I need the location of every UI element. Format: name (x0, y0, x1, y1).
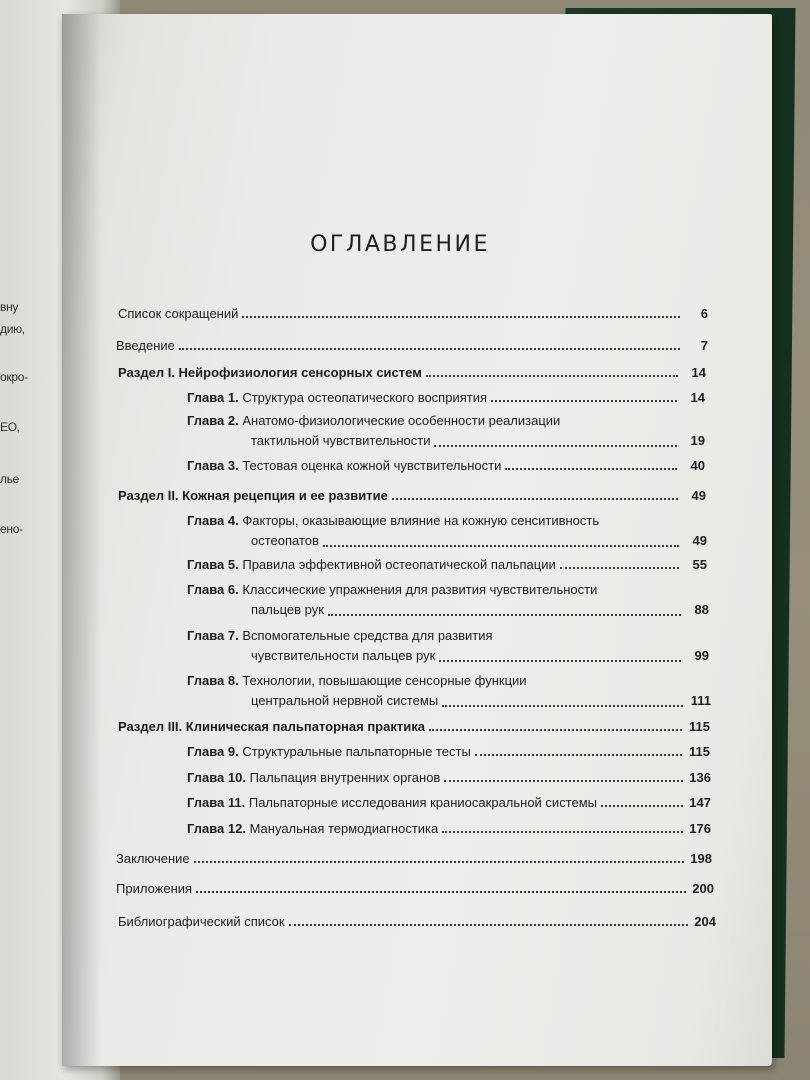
toc-chapter[interactable] (187, 626, 709, 666)
chapter-number: Глава 1. (187, 390, 239, 405)
toc-page-number: 111 (690, 693, 711, 708)
leader-dots (289, 924, 688, 926)
toc-page-number: 198 (690, 851, 712, 866)
chapter-title: Правила эффективной остеопатической пальпации (242, 557, 556, 572)
toc-page-number: 14 (690, 390, 705, 405)
chapter-number: Глава 12. (187, 821, 246, 836)
chapter-title: Структура остеопатического восприятия (242, 390, 488, 405)
toc-page-number: 204 (694, 914, 716, 929)
left-page-fragment: ЕО, (0, 420, 20, 434)
chapter-title-line2: остеопатов (251, 533, 319, 548)
leader-dots (475, 754, 682, 756)
chapter-title-line1: Вспомогательные средства для развития (242, 628, 493, 643)
left-page-fragment: вну (0, 300, 19, 314)
leader-dots (194, 861, 684, 863)
toc-section-label: Раздел II. Кожная рецепция и ее развитие (118, 488, 388, 503)
toc-entry-label: Приложения (116, 881, 193, 896)
toc-page-number: 88 (694, 602, 709, 617)
toc-entry[interactable] (116, 880, 714, 897)
toc-entry[interactable] (118, 305, 708, 322)
chapter-title-line1: Технологии, повышающие сенсорные функции (242, 673, 527, 688)
chapter-title-line1: Классические упражнения для развития чувствительности (242, 582, 598, 597)
leader-dots (491, 400, 677, 402)
leader-dots (323, 545, 679, 547)
leader-dots (426, 375, 678, 377)
toc-section-label: Раздел III. Клиническая пальпаторная практика (118, 719, 425, 734)
spine-shadow (62, 14, 102, 1066)
chapter-title-line1: Анатомо-физиологические особенности реализации (242, 413, 561, 428)
toc-page-number: 49 (692, 533, 707, 548)
left-page-fragment: окро- (0, 370, 28, 384)
leader-dots (439, 660, 681, 662)
toc-entry-label: Список сокращений (118, 306, 239, 321)
toc-page-number: 19 (690, 433, 705, 448)
leader-dots (196, 891, 686, 893)
chapter-title: Структуральные пальпаторные тесты (242, 744, 471, 759)
chapter-title-line2: центральной нервной системы (251, 693, 439, 708)
toc-page-number: 136 (689, 770, 711, 785)
toc-chapter[interactable] (187, 671, 711, 711)
chapter-title-line2: чувствительности пальцев рук (251, 648, 436, 663)
leader-dots (442, 831, 683, 833)
toc-chapter[interactable] (187, 556, 707, 573)
toc-page-number: 14 (691, 365, 706, 380)
chapter-title: Пальпаторные исследования краниосакральной системы (248, 795, 598, 810)
page-title: ОГЛАВЛЕНИЕ (310, 232, 490, 257)
toc-chapter[interactable] (187, 389, 705, 406)
toc-chapter[interactable] (187, 457, 705, 474)
toc-section[interactable] (118, 364, 706, 381)
toc-chapter[interactable] (187, 794, 711, 811)
toc-page-number: 176 (689, 821, 711, 836)
leader-dots (179, 348, 680, 350)
chapter-title: Пальпация внутренних органов (249, 770, 441, 785)
leader-dots (442, 705, 683, 707)
chapter-number: Глава 5. (187, 557, 239, 572)
toc-entry[interactable] (116, 850, 712, 867)
toc-page-number: 200 (692, 881, 714, 896)
toc-page-number: 49 (691, 488, 706, 503)
left-page-fragment: ено- (0, 522, 23, 536)
toc-chapter[interactable] (187, 769, 711, 786)
toc-page-number: 115 (689, 744, 710, 759)
chapter-number: Глава 4. (187, 513, 239, 528)
leader-dots (444, 780, 683, 782)
toc-chapter[interactable] (187, 743, 710, 760)
leader-dots (242, 316, 680, 318)
chapter-number: Глава 10. (187, 770, 246, 785)
toc-chapter[interactable] (187, 820, 711, 837)
toc-page-number: 7 (700, 338, 708, 353)
leader-dots (429, 729, 682, 731)
leader-dots (505, 468, 677, 470)
chapter-number: Глава 9. (187, 744, 239, 759)
toc-page-number: 115 (689, 719, 710, 734)
toc-entry[interactable] (116, 337, 708, 354)
toc-page-number: 147 (689, 795, 711, 810)
leader-dots (560, 567, 679, 569)
chapter-number: Глава 7. (187, 628, 239, 643)
chapter-number: Глава 8. (187, 673, 239, 688)
leader-dots (392, 498, 678, 500)
toc-section-label: Раздел I. Нейрофизиология сенсорных систем (118, 365, 422, 380)
toc-entry-label: Библиографический список (118, 914, 285, 929)
toc-chapter[interactable] (187, 411, 705, 451)
toc-entry-label: Введение (116, 338, 175, 353)
left-page-fragment: дию, (0, 322, 25, 336)
chapter-title: Мануальная термодиагностика (249, 821, 439, 836)
chapter-title-line1: Факторы, оказывающие влияние на кожную сенситивность (242, 513, 600, 528)
chapter-title-line2: тактильной чувствительности (251, 433, 431, 448)
left-page-fragment: лье (0, 472, 20, 486)
leader-dots (434, 445, 677, 447)
toc-entry[interactable] (118, 913, 716, 930)
chapter-title: Тестовая оценка кожной чувствительности (242, 458, 502, 473)
chapter-title-line2: пальцев рук (251, 602, 324, 617)
chapter-number: Глава 6. (187, 582, 239, 597)
toc-section[interactable] (118, 718, 710, 735)
toc-page-number: 99 (694, 648, 709, 663)
toc-section[interactable] (118, 487, 706, 504)
toc-page-number: 6 (700, 306, 708, 321)
chapter-number: Глава 3. (187, 458, 239, 473)
leader-dots (328, 614, 681, 616)
chapter-number: Глава 11. (187, 795, 246, 810)
leader-dots (601, 805, 683, 807)
toc-page-number: 40 (690, 458, 705, 473)
toc-page-number: 55 (692, 557, 707, 572)
toc-chapter[interactable] (187, 511, 707, 551)
toc-chapter[interactable] (187, 580, 709, 620)
toc-entry-label: Заключение (116, 851, 190, 866)
chapter-number: Глава 2. (187, 413, 239, 428)
